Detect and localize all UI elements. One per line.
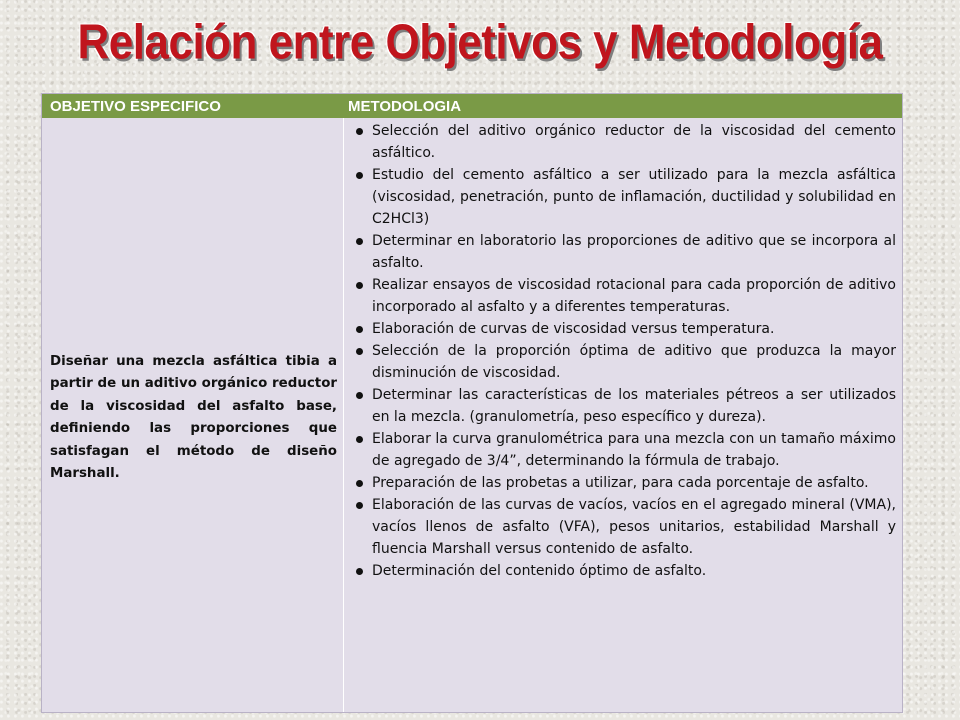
bullet-icon [356, 436, 363, 443]
methodology-item [352, 494, 896, 560]
bullet-icon [356, 238, 363, 245]
objective-text: Diseñar una mezcla asfáltica tibia a partir de un aditivo orgánico reductor de la viscosidad del asfalto base, definiendo las proporciones que satisfagan el método de diseño Marshall. [50, 353, 337, 481]
methodology-item-text: Determinación del contenido óptimo de asfalto. [372, 563, 707, 579]
methodology-item [352, 164, 896, 230]
bullet-icon [356, 326, 363, 333]
bullet-icon [356, 348, 363, 355]
bullet-icon [356, 502, 363, 509]
methodology-item-text: Realizar ensayos de viscosidad rotacional para cada proporción de aditivo incorporado al asfalto y a diferentes temperaturas. [372, 277, 896, 315]
methodology-item [352, 428, 896, 472]
objective-cell [42, 118, 344, 712]
bullet-icon [356, 282, 363, 289]
methodology-item-text: Elaborar la curva granulométrica para una mezcla con un tamaño máximo de agregado de 3/4”, determinando la fórmula de trabajo. [372, 431, 896, 469]
header-objective: OBJETIVO ESPECIFICO [50, 97, 221, 115]
header-methodology: METODOLOGIA [348, 97, 462, 115]
methodology-item [352, 318, 896, 340]
methodology-item [352, 120, 896, 164]
methodology-item [352, 274, 896, 318]
methodology-item [352, 340, 896, 384]
methodology-list [352, 120, 896, 582]
bullet-icon [356, 392, 363, 399]
slide-title: Relación entre Objetivos y Metodología [77, 15, 883, 70]
methodology-item-text: Estudio del cemento asfáltico a ser utilizado para la mezcla asfáltica (viscosidad, penetración, punto de inflamación, ductilidad y solubilidad en C2HCl3) [372, 167, 896, 227]
methodology-cell [344, 118, 902, 712]
bullet-icon [356, 480, 363, 487]
bullet-icon [356, 172, 363, 179]
methodology-item-text: Elaboración de las curvas de vacíos, vacíos en el agregado mineral (VMA), vacíos llenos de asfalto (VFA), pesos unitarios, estabilidad Marshall y fluencia Marshall versus contenido de asfalto. [372, 497, 896, 557]
bullet-icon [356, 568, 363, 575]
methodology-item-text: Selección del aditivo orgánico reductor de la viscosidad del cemento asfáltico. [372, 123, 896, 161]
methodology-item-text: Elaboración de curvas de viscosidad versus temperatura. [372, 321, 775, 337]
table-body-row [42, 118, 902, 712]
methodology-item [352, 560, 896, 582]
methodology-item-text: Determinar en laboratorio las proporciones de aditivo que se incorpora al asfalto. [372, 233, 896, 271]
methodology-item [352, 384, 896, 428]
methodology-item-text: Preparación de las probetas a utilizar, para cada porcentaje de asfalto. [372, 475, 869, 491]
methodology-item [352, 230, 896, 274]
objectives-methodology-table [41, 93, 903, 713]
bullet-icon [356, 128, 363, 135]
methodology-item-text: Selección de la proporción óptima de aditivo que produzca la mayor disminución de viscosidad. [372, 343, 896, 381]
methodology-item-text: Determinar las características de los materiales pétreos a ser utilizados en la mezcla. (granulometría, peso específico y dureza). [372, 387, 896, 425]
methodology-item [352, 472, 896, 494]
table-header-row [42, 94, 902, 118]
